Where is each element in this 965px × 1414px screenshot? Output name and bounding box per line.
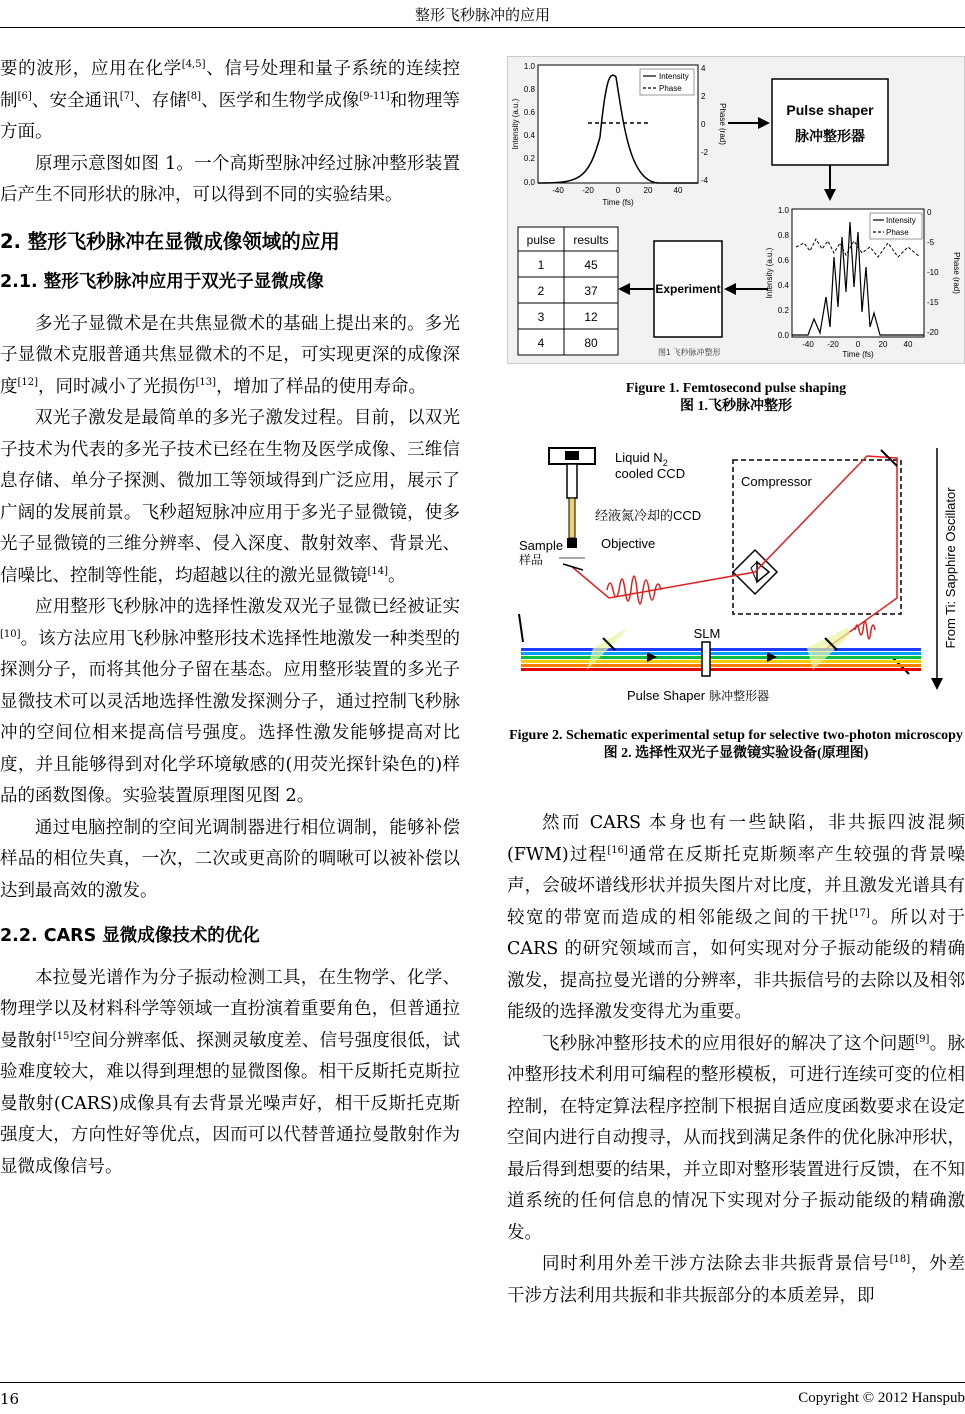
svg-text:0.6: 0.6: [523, 108, 535, 117]
svg-text:0.2: 0.2: [523, 154, 535, 163]
figure-2-image: [507, 438, 963, 710]
copyright: Copyright © 2012 Hanspub: [798, 1390, 965, 1406]
experiment-label: Experiment: [655, 282, 721, 296]
arrow-head: [618, 283, 630, 295]
svg-text:-20: -20: [927, 328, 939, 337]
table-cell: 3: [537, 310, 545, 324]
bottom-phase-ticks: [927, 208, 939, 337]
figure-1-caption: [507, 380, 965, 416]
svg-text:0: 0: [927, 208, 932, 217]
citation: [17]: [849, 907, 870, 919]
legend-intensity: Intensity: [659, 72, 689, 81]
top-y-ticks: [524, 62, 536, 187]
svg-text:0.4: 0.4: [777, 281, 789, 290]
legend-intensity: Intensity: [886, 216, 916, 225]
legend-phase: Phase: [659, 84, 682, 93]
svg-text:-2: -2: [701, 148, 709, 157]
objective: [569, 498, 575, 538]
table-cell: 80: [584, 336, 598, 350]
pulse-shaper-label: Pulse shaper: [786, 102, 874, 118]
svg-text:2: 2: [701, 92, 706, 101]
citation: [16]: [607, 844, 628, 856]
subsection-heading: 2.2. CARS 显微成像技术的优化: [0, 926, 260, 946]
ccd-tube: [567, 464, 577, 498]
svg-text:0.0: 0.0: [777, 331, 789, 340]
table-header: pulse: [526, 233, 556, 247]
pulse-shaper-label: Pulse Shaper 脉冲整形器: [627, 688, 770, 703]
right-column: [507, 808, 965, 1312]
svg-text:-15: -15: [927, 298, 939, 307]
results-table: [518, 227, 618, 355]
figure-1-image: [507, 56, 965, 364]
laser-beam: [571, 456, 897, 648]
figure-2-caption: [507, 727, 965, 763]
citation: [4,5]: [181, 59, 206, 71]
svg-text:20: 20: [878, 340, 888, 349]
bottom-x-label: Time (fs): [842, 350, 874, 359]
svg-text:-40: -40: [802, 340, 814, 349]
citation: [7]: [119, 90, 134, 102]
svg-text:0.2: 0.2: [777, 306, 789, 315]
sample-label-zh: 样品: [519, 553, 544, 567]
svg-text:0.0: 0.0: [523, 178, 535, 187]
arrow-head: [824, 189, 836, 201]
running-head: 整形飞秒脉冲的应用: [414, 6, 550, 24]
citation: [8]: [186, 90, 201, 102]
citation: [9]: [915, 1033, 930, 1045]
bottom-phase-label: Phase (rad): [952, 252, 961, 294]
ccd-label: Liquid $N_2$: [615, 450, 668, 468]
table-cell: 1: [537, 258, 545, 272]
top-x-ticks: [552, 186, 683, 195]
svg-text:0: 0: [615, 186, 621, 195]
figure-1-diagram: [508, 57, 964, 363]
top-phase-label: Phase (rad): [718, 103, 727, 145]
oscillator-label: From Ti: Sapphire Oscillator: [943, 487, 958, 649]
page-number: 16: [0, 1390, 20, 1408]
svg-text:-4: -4: [701, 176, 709, 185]
table-cell: 2: [537, 284, 545, 298]
svg-text:4: 4: [701, 64, 706, 73]
caption-zh: 图 1.飞秒脉冲整形: [680, 399, 792, 414]
top-x-label: Time (fs): [602, 198, 634, 207]
table-cell: 12: [584, 310, 598, 324]
paragraph: 通过电脑控制的空间光调制器进行相位调制，能够补偿样品的相位失真，一次，二次或更高阶的啁啾可以被补偿以达到最高效的激发。: [0, 817, 460, 901]
section-heading: 2. 整形飞秒脉冲在显微成像领域的应用: [0, 229, 340, 253]
objective-label: Objective: [601, 536, 656, 551]
ccd-label-2: cooled CCD: [615, 466, 686, 481]
caption-en: Figure 1. Femtosecond pulse shaping: [625, 381, 847, 396]
paragraph: 本拉曼光谱作为分子振动检测工具，在生物学、化学、物理学以及材料科学等领域一直扮演着重要角色，但普通拉曼散射[15]空间分辨率低、探测灵敏度差、信号强度很低，试验难度较大，难以得到理想的显微图像。相干反斯托克斯拉曼散射(CARS)成像具有去背景光噪声好，相干反斯托克斯强度大，方向性好等优点，因而可以代替普通拉曼散射作为显微成像信号。: [0, 967, 461, 1177]
paragraph: 同时利用外差干涉方法除去非共振背景信号[18]，外差干涉方法利用共振和非共振部分的本质差异，即: [507, 1254, 965, 1306]
svg-text:0.6: 0.6: [777, 256, 789, 265]
citation: [18]: [889, 1254, 911, 1266]
figure-2-diagram: [507, 438, 963, 710]
citation: [14]: [367, 565, 389, 577]
svg-text:-10: -10: [927, 268, 939, 277]
table-cell: 4: [537, 336, 545, 350]
citation: [12]: [17, 376, 39, 388]
subsection-heading: 2.1. 整形飞秒脉冲应用于双光子显微成像: [0, 272, 324, 292]
paragraph: 应用整形飞秒脉冲的选择性激发双光子显微已经被证实[10]。该方法应用飞秒脉冲整形技术选择性地激发一种类型的探测分子，而将其他分子留在基态。应用整形装置的多光子显微技术可以灵活地选择性激发探测分子，通过控制飞秒脉冲的空间位相来提高信号强度。选择性激发能够提高对比度，并且能够得到对化学环境敏感的(用荧光探针染色的)样品的函数图像。实验装置原理图见图 2。: [0, 597, 460, 806]
svg-text:0.8: 0.8: [777, 231, 789, 240]
paragraph: 然而 CARS 本身也有一些缺陷，非共振四波混频(FWM)过程[16]通常在反斯托克斯频率产生较强的背景噪声，会破坏谱线形状并损失图片对比度，并且激发光谱具有较宽的带宽而造成的相邻能级之间的干扰[17]。所以对于 CARS 的研究领域而言，如何实现对分子振动能级的精确激发，提高拉曼光谱的分辨率，非共振信号的去除以及相邻能级的选择激发变得尤为重要。: [507, 813, 965, 1022]
top-y-label: Intensity (a.u.): [511, 98, 520, 150]
compressor-label: Compressor: [741, 474, 812, 489]
legend-phase: Phase: [886, 228, 909, 237]
slm-label: SLM: [693, 626, 721, 641]
pulse-shaper-label-zh: 脉冲整形器: [795, 128, 865, 144]
svg-text:-20: -20: [582, 186, 594, 195]
paragraph: 多光子显微术是在共焦显微术的基础上提出来的。多光子显微术克服普通共焦显微术的不足，可实现更深的成像深度[12]，同时减小了光损伤[13]，增加了样品的使用寿命。: [0, 313, 460, 397]
sample-label: Sample: [519, 538, 564, 553]
left-column: [0, 54, 460, 1183]
arrow-head: [758, 117, 770, 129]
bottom-y-label: Intensity (a.u.): [765, 247, 774, 299]
table-header: results: [573, 233, 609, 247]
caption-zh: 图 2. 选择性双光子显微镜实验设备(原理图): [603, 746, 869, 761]
figure-inner-label: 图1 飞秒脉冲整形: [658, 348, 721, 357]
svg-text:40: 40: [673, 186, 683, 195]
svg-text:-20: -20: [827, 340, 839, 349]
paragraph: 双光子激发是最简单的多光子激发过程。目前，以双光子技术为代表的多光子技术已经在生物及医学成像、三维信息存储、单分子探测、微加工等领域得到广泛应用，展示了广阔的发展前景。飞秒超短脉冲应用于多光子显微镜，使多光子显微镜的三维分辨率、侵入深度、散射效率、背景光、信噪比、控制等性能，均超越以往的激光显微镜[14]。: [0, 408, 460, 586]
svg-text:1.0: 1.0: [523, 62, 535, 71]
citation: [9-11]: [359, 90, 390, 102]
mirror: [519, 614, 523, 642]
citation: [10]: [0, 628, 21, 640]
svg-text:0.4: 0.4: [523, 131, 535, 140]
top-phase-ticks: [701, 64, 709, 185]
citation: [6]: [17, 90, 32, 102]
svg-text:20: 20: [643, 186, 653, 195]
svg-text:-5: -5: [927, 238, 935, 247]
slm-device: [702, 642, 710, 676]
table-cell: 37: [584, 284, 598, 298]
input-pulse-wave: [855, 621, 875, 639]
paragraph: 原理示意图如图 1。一个高斯型脉冲经过脉冲整形装置后产生不同形状的脉冲，可以得到不同的实验结果。: [0, 153, 460, 205]
bottom-y-ticks: [778, 206, 790, 340]
citation: [13]: [195, 376, 217, 388]
spectrum-band: [521, 648, 921, 671]
paragraph: 要的波形，应用在化学[4,5]、信号处理和量子系统的连续控制[6]、安全通讯[7]、存储[8]、医学和生物学成像[9-11]和物理等方面。: [0, 59, 461, 142]
footer-rule: [0, 1382, 965, 1383]
svg-text:-40: -40: [552, 186, 564, 195]
ccd-label-zh: 经液氮冷却的CCD: [595, 508, 702, 523]
arrow-head: [724, 283, 736, 295]
caption-en: Figure 2. Schematic experimental setup for selective two-photon microscopy: [509, 728, 963, 743]
svg-text:0: 0: [855, 340, 861, 349]
svg-text:40: 40: [903, 340, 913, 349]
svg-text:0: 0: [701, 120, 706, 129]
svg-text:0.8: 0.8: [523, 85, 535, 94]
table-cell: 45: [584, 258, 598, 272]
citation: [15]: [52, 1030, 74, 1042]
svg-text:1.0: 1.0: [777, 206, 789, 215]
paragraph: 飞秒脉冲整形技术的应用很好的解决了这个问题[9]。脉冲整形技术利用可编程的整形模板，可进行连续可变的位相控制，在特定算法程序控制下根据自适应度函数要求在设定空间内进行自动搜寻，从而找到满足条件的优化脉冲形状，最后得到想要的结果，并立即对整形装置进行反馈，在不知道系统的任何信息的情况下实现对分子振动能级的精确激发。: [507, 1033, 965, 1243]
bottom-x-ticks: [802, 340, 913, 349]
header-rule: [0, 27, 965, 28]
pulse-shaper-box: [772, 79, 888, 165]
